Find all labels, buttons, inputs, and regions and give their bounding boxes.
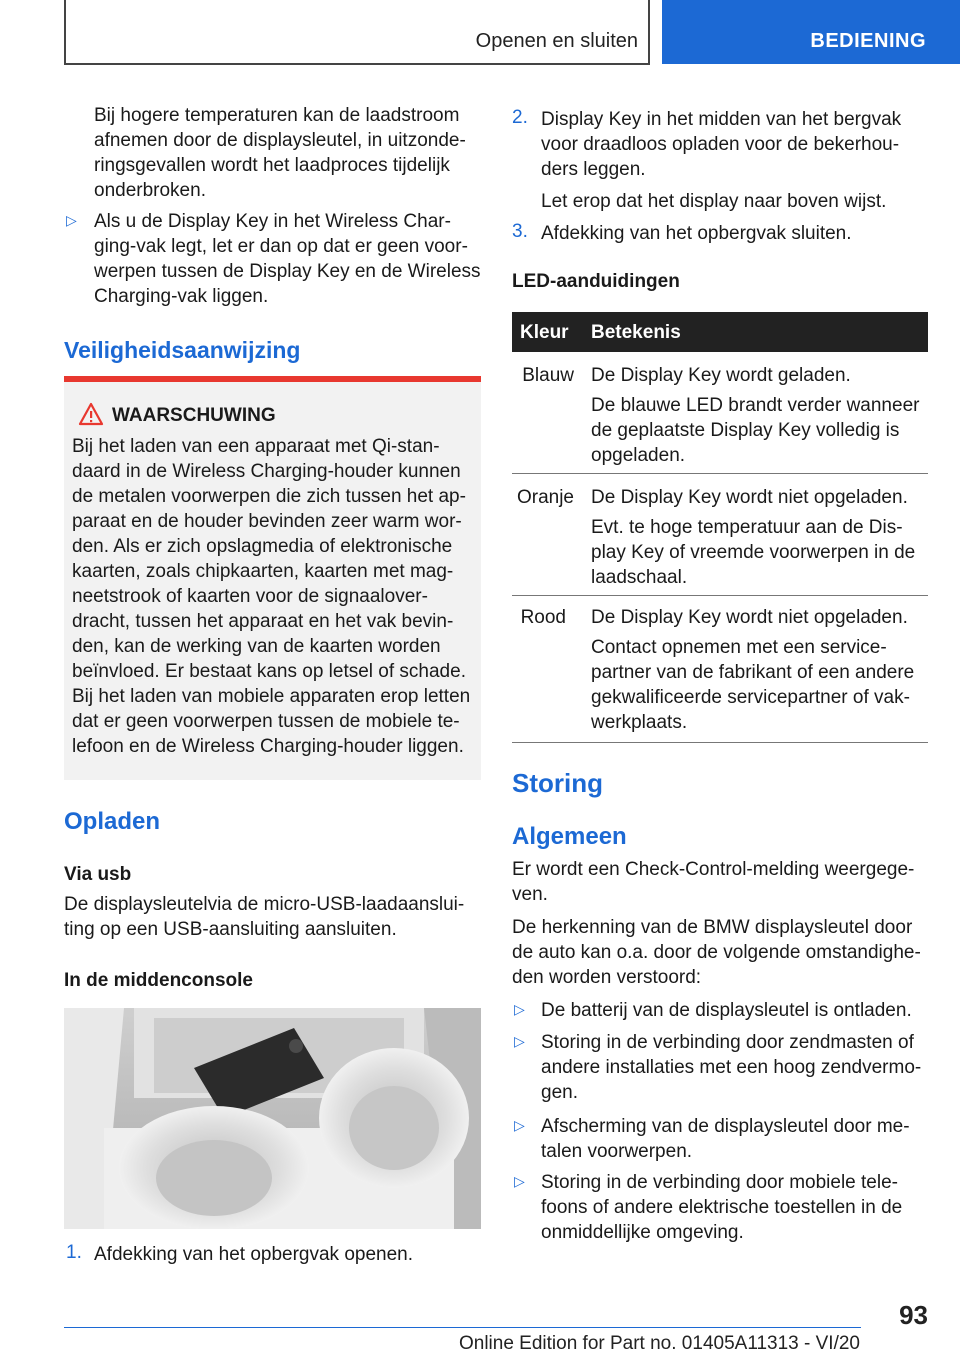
center-console-illustration (64, 1008, 481, 1229)
text-line: werpen tussen de Display Key en de Wireless (94, 261, 481, 282)
text-line: ringsgevallen wordt het laadproces tijdelijk (94, 155, 450, 176)
warning-text (72, 434, 477, 759)
text-line: gekwalificeerde servicepartner of vak‐ (591, 687, 910, 708)
text-line: daard in de Wireless Charging-houder kunnen (72, 461, 461, 482)
text-line: werkplaats. (591, 712, 688, 733)
fault-cause-item (541, 1030, 931, 1105)
led-heading: LED-aanduidingen (512, 271, 680, 292)
text-line: afnemen door de displaysleutel, in uitzonde‐ (94, 130, 466, 151)
text-line: Charging-vak liggen. (94, 286, 269, 307)
bullet-triangle-icon: ▷ (514, 1033, 525, 1049)
fault-cause-item (541, 1170, 931, 1245)
step-3-text: Afdekking van het opbergvak sluiten. (541, 223, 852, 244)
fault-cause-item (541, 998, 931, 1023)
table-cell-meaning: De Display Key wordt niet opgeladen. (591, 487, 908, 508)
text-line: den. Als er zich opslagmedia of elektronische (72, 536, 453, 557)
text-line: de geplaatste Display Key volledig is (591, 420, 900, 441)
table-cell-meaning: De Display Key wordt niet opgeladen. (591, 607, 908, 628)
table-cell-detail (591, 635, 928, 735)
step-1-number: 1. (66, 1242, 82, 1263)
text-line: Afscherming van de displaysleutel door me‐ (541, 1116, 910, 1137)
text-line: Als u de Display Key in het Wireless Char‐ (94, 211, 451, 232)
table-bottom-rule (512, 742, 928, 743)
text-line: play Key of vreemde voorwerpen in de (591, 542, 916, 563)
table-cell-color: Oranje (516, 487, 574, 508)
fault-heading: Storing (512, 768, 603, 798)
text-line: talen voorwerpen. (541, 1141, 693, 1162)
text-line: partner van de fabrikant of een andere (591, 662, 915, 683)
step-2-note: Let erop dat het display naar boven wijst. (541, 191, 887, 212)
text-line: foons of andere elektrische toestellen in de (541, 1197, 903, 1218)
text-line: ven. (512, 884, 548, 905)
text-line: voor draadloos opladen voor de bekerhou‐ (541, 134, 900, 155)
text-line: De displaysleutelvia de micro-USB-laadaanslui‐ (64, 894, 465, 915)
table-cell-detail (591, 393, 928, 468)
text-line: paraat en de houder bevinden zeer warm wor‐ (72, 511, 462, 532)
center-console-photo (64, 1008, 481, 1229)
text-line: dracht, tussen het apparaat en het vak bevin‐ (72, 611, 454, 632)
text-line: De blauwe LED brandt verder wanneer (591, 395, 920, 416)
safety-heading: Veiligheidsaanwijzing (64, 337, 301, 363)
bullet-paragraph (94, 209, 489, 309)
bullet-triangle-icon: ▷ (66, 212, 77, 228)
footer-edition: Online Edition for Part no. 01405A11313 - VI/20 (458, 1333, 860, 1354)
warning-title: WAARSCHUWING (112, 405, 276, 426)
console-heading: In de middenconsole (64, 970, 253, 991)
header-left-rule (64, 0, 66, 64)
text-line: de metalen voorwerpen die zich tussen het ap‐ (72, 486, 466, 507)
text-line: kaarten, zoals chipkaarten, kaarten met mag‐ (72, 561, 454, 582)
text-line: gen. (541, 1082, 578, 1103)
table-cell-color: Rood (520, 607, 566, 628)
bullet-triangle-icon: ▷ (514, 1117, 525, 1133)
text-line: onderbroken. (94, 180, 206, 201)
text-line: De batterij van de displaysleutel is ontladen. (541, 1000, 912, 1021)
table-cell-meaning: De Display Key wordt geladen. (591, 365, 851, 386)
step-2-text (541, 107, 931, 182)
step-3-number: 3. (512, 221, 528, 242)
text-line: Storing in de verbinding door zendmasten of (541, 1032, 914, 1053)
table-cell-color: Blauw (522, 365, 574, 386)
header-divider (648, 0, 650, 64)
header-chapter-label: BEDIENING (810, 30, 926, 52)
text-line: andere installaties met een hoog zendvermo‐ (541, 1057, 922, 1078)
intro-paragraph (94, 103, 484, 203)
table-cell-detail (591, 515, 928, 590)
table-col-meaning: Betekenis (591, 322, 681, 343)
general-paragraph (512, 857, 932, 907)
header-chapter-tab (662, 0, 960, 64)
step-2-number: 2. (512, 107, 528, 128)
text-line: Bij hogere temperaturen kan de laadstroom (94, 105, 460, 126)
table-row-divider (512, 473, 928, 474)
text-line: neetstrook of kaarten voor de signaalover‐ (72, 586, 428, 607)
footer-rule (64, 1327, 861, 1328)
text-line: De herkenning van de BMW displaysleutel door (512, 917, 913, 938)
text-line: lefoon en de Wireless Charging-houder liggen. (72, 736, 464, 757)
text-line: ders leggen. (541, 159, 646, 180)
text-line: ting op een USB-aansluiting aansluiten. (64, 919, 397, 940)
bullet-triangle-icon: ▷ (514, 1173, 525, 1189)
usb-heading: Via usb (64, 864, 132, 885)
warning-triangle-icon (78, 402, 104, 426)
recognition-paragraph (512, 915, 932, 990)
header-section-title: Openen en sluiten (475, 30, 638, 52)
page-number: 93 (899, 1300, 928, 1330)
text-line: Evt. te hoge temperatuur aan de Dis‐ (591, 517, 903, 538)
text-line: Storing in de verbinding door mobiele tele‐ (541, 1172, 898, 1193)
text-line: beïnvloed. Er bestaat kans op letsel of schade. (72, 661, 466, 682)
charging-heading: Opladen (64, 808, 161, 835)
text-line: ging-vak legt, let er dan op dat er geen voor‐ (94, 236, 468, 257)
text-line: den worden verstoord: (512, 967, 702, 988)
step-1-text: Afdekking van het opbergvak openen. (94, 1244, 414, 1265)
text-line: Bij het laden van mobiele apparaten erop letten (72, 686, 471, 707)
bullet-triangle-icon: ▷ (514, 1001, 525, 1017)
text-line: Display Key in het midden van het bergvak (541, 109, 902, 130)
text-line: opgeladen. (591, 445, 686, 466)
table-col-color: Kleur (520, 322, 569, 343)
text-line: den, kan de werking van de kaarten worden (72, 636, 441, 657)
text-line: laadschaal. (591, 567, 688, 588)
text-line: onmiddellijke omgeving. (541, 1222, 744, 1243)
text-line: de auto kan o.a. door de volgende omstandighe‐ (512, 942, 921, 963)
led-table-header (512, 312, 928, 352)
fault-cause-item (541, 1114, 931, 1164)
text-line: Er wordt een Check-Control-melding weergege‐ (512, 859, 915, 880)
text-line: dat er geen voorwerpen tussen de mobiele te‐ (72, 711, 460, 732)
header-bottom-rule (64, 63, 650, 65)
text-line: Contact opnemen met een service‐ (591, 637, 887, 658)
usb-paragraph (64, 892, 484, 942)
text-line: Bij het laden van een apparaat met Qi-stan‐ (72, 436, 440, 457)
table-row-divider (512, 595, 928, 596)
general-heading: Algemeen (512, 823, 627, 850)
